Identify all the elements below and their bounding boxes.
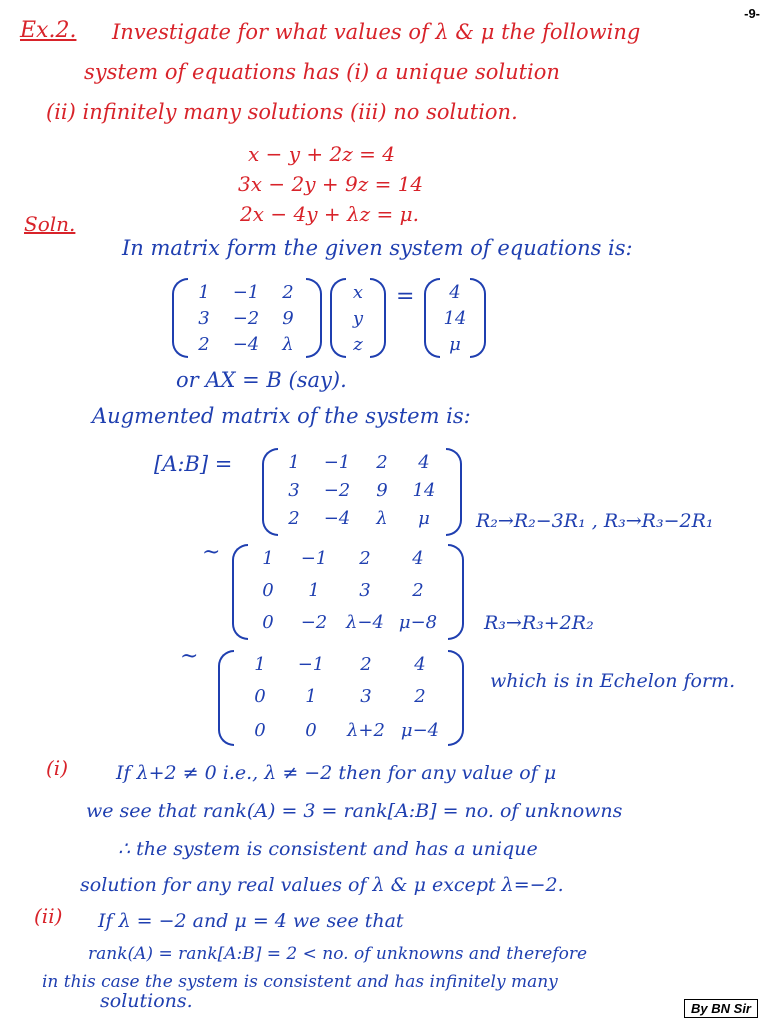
case-ii-label: (ii) bbox=[34, 904, 63, 928]
matrix-cell: 2 bbox=[198, 334, 210, 355]
equation-3: 2x − 4y + λz = μ. bbox=[240, 202, 420, 226]
matrix-cell: −1 bbox=[297, 654, 325, 675]
matrix-cell: 1 bbox=[288, 452, 300, 473]
matrix-cell: 1 bbox=[198, 282, 210, 303]
matrix-cell: 3 bbox=[288, 480, 300, 501]
matrix-cell: λ bbox=[376, 508, 388, 529]
equation-2: 3x − 2y + 9z = 14 bbox=[238, 172, 424, 196]
matrix-cell: 1 bbox=[308, 580, 320, 601]
problem-line-3: (ii) infinitely many solutions (iii) no solution. bbox=[46, 100, 518, 124]
matrix-cell: λ+2 bbox=[347, 720, 385, 741]
matrix-cell: 4 bbox=[412, 548, 424, 569]
page-number: -9- bbox=[744, 6, 760, 21]
matrix-cell: 0 bbox=[254, 686, 266, 707]
augmented-matrix-1 bbox=[262, 448, 462, 536]
matrix-cell: 0 bbox=[305, 720, 317, 741]
matrix-cell: 2 bbox=[414, 686, 426, 707]
equivalence-tilde-2: ~ bbox=[180, 644, 199, 669]
author-badge: By BN Sir bbox=[684, 999, 758, 1018]
augmented-matrix-2 bbox=[232, 544, 464, 640]
vector-cell: μ bbox=[449, 334, 461, 355]
augmented-intro: Augmented matrix of the system is: bbox=[92, 404, 471, 428]
matrix-cell: 9 bbox=[282, 308, 294, 329]
matrix-cell: 3 bbox=[198, 308, 210, 329]
row-operation-2: R₃→R₃+2R₂ bbox=[484, 612, 594, 634]
matrix-cell: −4 bbox=[323, 508, 351, 529]
matrix-cell: 4 bbox=[414, 654, 426, 675]
vector-cell: z bbox=[353, 334, 363, 355]
matrix-cell: 14 bbox=[412, 480, 436, 501]
equivalence-tilde-1: ~ bbox=[202, 540, 221, 565]
case-i-line-4: solution for any real values of λ & μ except λ=−2. bbox=[80, 874, 564, 896]
matrix-cell: 2 bbox=[412, 580, 424, 601]
matrix-cell: μ−8 bbox=[398, 612, 438, 633]
case-ii-line-1: If λ = −2 and μ = 4 we see that bbox=[98, 910, 404, 932]
case-i-line-2: we see that rank(A) = 3 = rank[A:B] = no. of unknowns bbox=[86, 800, 623, 822]
matrix-cell: 0 bbox=[262, 580, 274, 601]
matrix-cell: 1 bbox=[305, 686, 317, 707]
vector-cell: 4 bbox=[449, 282, 461, 303]
case-i-label: (i) bbox=[46, 756, 69, 780]
case-ii-line-2: rank(A) = rank[A:B] = 2 < no. of unknowns and therefore bbox=[88, 944, 588, 964]
problem-line-2: system of equations has (i) a unique solution bbox=[84, 60, 560, 84]
vector-cell: x bbox=[352, 282, 364, 303]
case-i-line-3: ∴ the system is consistent and has a unique bbox=[118, 838, 538, 860]
matrix-cell: 3 bbox=[359, 580, 371, 601]
matrix-cell: 1 bbox=[254, 654, 266, 675]
matrix-cell: 4 bbox=[418, 452, 430, 473]
problem-line-1: Investigate for what values of λ & μ the following bbox=[112, 20, 641, 44]
matrix-cell: λ bbox=[282, 334, 294, 355]
equals-sign: = bbox=[396, 284, 415, 309]
matrix-cell: 9 bbox=[376, 480, 388, 501]
matrix-cell: −1 bbox=[323, 452, 351, 473]
augmented-matrix-3 bbox=[218, 650, 464, 746]
row-operation-1: R₂→R₂−3R₁ , R₃→R₃−2R₁ bbox=[476, 510, 714, 532]
matrix-cell: −1 bbox=[232, 282, 260, 303]
example-label: Ex.2. bbox=[20, 18, 77, 43]
matrix-cell: −2 bbox=[232, 308, 260, 329]
matrix-cell: −2 bbox=[323, 480, 351, 501]
or-line: or AX = B (say). bbox=[176, 368, 347, 392]
echelon-note: which is in Echelon form. bbox=[490, 670, 736, 692]
matrix-cell: 0 bbox=[254, 720, 266, 741]
matrix-form-intro: In matrix form the given system of equations is: bbox=[122, 236, 633, 260]
matrix-cell: λ−4 bbox=[346, 612, 384, 633]
matrix-cell: μ−4 bbox=[400, 720, 440, 741]
matrix-cell: 3 bbox=[360, 686, 372, 707]
matrix-cell: 2 bbox=[360, 654, 372, 675]
augmented-label: [A:B] = bbox=[154, 452, 233, 476]
matrix-cell: −4 bbox=[232, 334, 260, 355]
matrix-cell: 2 bbox=[282, 282, 294, 303]
case-ii-line-3: in this case the system is consistent and has infinitely many bbox=[42, 972, 558, 992]
vector-cell: 14 bbox=[443, 308, 467, 329]
matrix-cell: 2 bbox=[359, 548, 371, 569]
equation-1: x − y + 2z = 4 bbox=[248, 142, 395, 166]
case-ii-line-4: solutions. bbox=[100, 990, 193, 1012]
matrix-cell: −2 bbox=[300, 612, 328, 633]
matrix-cell: −1 bbox=[300, 548, 328, 569]
matrix-cell: 2 bbox=[376, 452, 388, 473]
vector-x bbox=[330, 278, 386, 358]
matrix-a bbox=[172, 278, 322, 358]
vector-cell: y bbox=[352, 308, 364, 329]
solution-label: Soln. bbox=[24, 212, 76, 236]
matrix-cell: μ bbox=[418, 508, 430, 529]
matrix-cell: 1 bbox=[262, 548, 274, 569]
case-i-line-1: If λ+2 ≠ 0 i.e., λ ≠ −2 then for any value of μ bbox=[116, 762, 557, 784]
matrix-cell: 0 bbox=[262, 612, 274, 633]
matrix-cell: 2 bbox=[288, 508, 300, 529]
vector-b bbox=[424, 278, 486, 358]
